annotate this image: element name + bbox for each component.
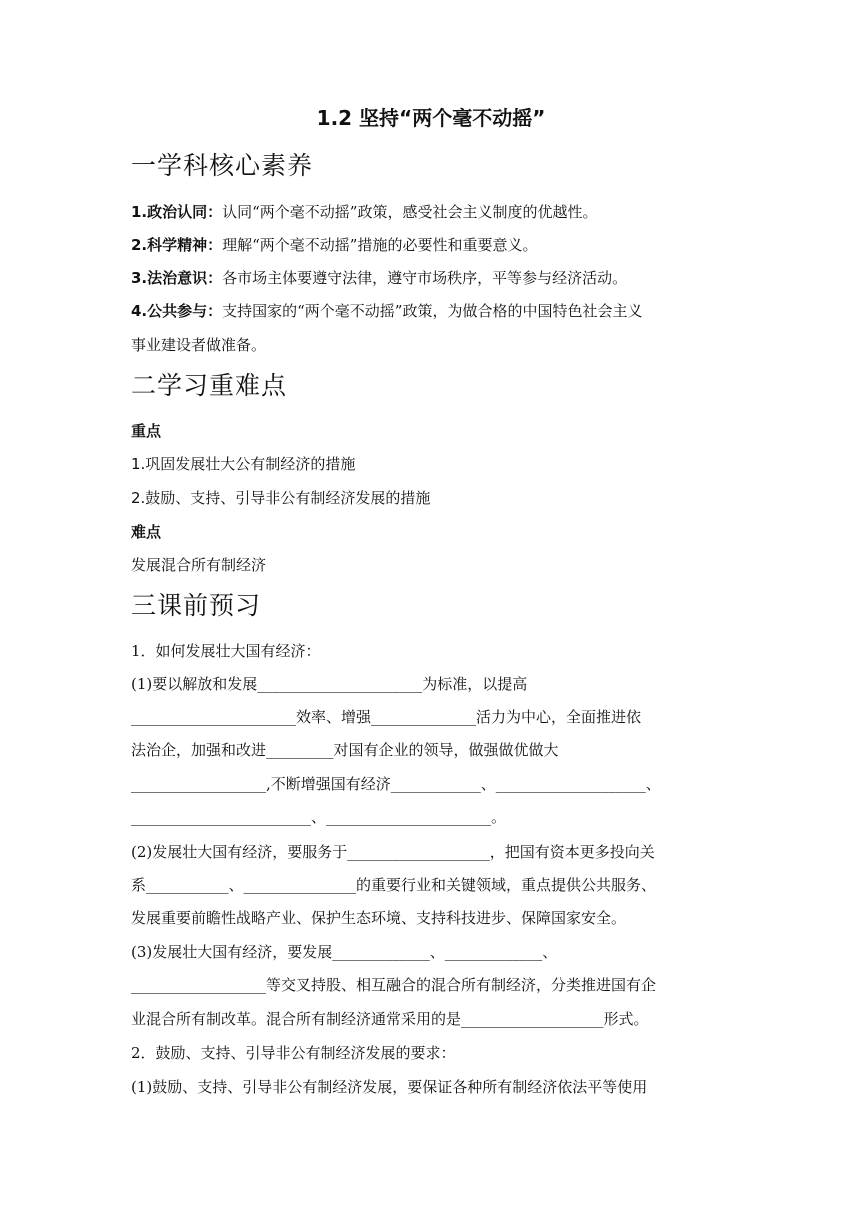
item-label: 1.政治认同： — [131, 203, 223, 221]
preview-line: ________________________、______________________。 — [131, 808, 507, 826]
preview-line: 2．鼓励、支持、引导非公有制经济发展的要求： — [131, 1044, 456, 1062]
page-title: 1.2 坚持“两个毫不动摇” — [316, 106, 546, 130]
section-heading-key-points: 二学习重难点 — [131, 371, 288, 400]
difficulty-label: 难点 — [131, 523, 162, 541]
literacy-item — [131, 267, 627, 289]
preview-line: (3)发展壮大国有经济，要发展_____________、_____________、 — [131, 943, 558, 961]
preview-line: 业混合所有制改革。混合所有制经济通常采用的是___________________形式。 — [131, 1010, 649, 1028]
section-heading-preview: 三课前预习 — [131, 591, 262, 620]
literacy-item — [131, 201, 597, 223]
item-label: 2.科学精神： — [131, 236, 223, 254]
item-text: 各市场主体要遵守法律，遵守市场秩序，平等参与经济活动。 — [222, 269, 628, 287]
difficulty-item: 发展混合所有制经济 — [131, 556, 267, 574]
preview-line: 1．如何发展壮大国有经济： — [131, 642, 321, 660]
preview-line: (1)鼓励、支持、引导非公有制经济发展，要保证各种所有制经济依法平等使用 — [131, 1078, 648, 1096]
key-point-item: 1.巩固发展壮大公有制经济的措施 — [131, 455, 356, 473]
section-heading-core-literacy: 一学科核心素养 — [131, 151, 314, 180]
preview-line: 发展重要前瞻性战略产业、保护生态环境、支持科技进步、保障国家安全。 — [131, 909, 627, 927]
item-label: 3.法治意识： — [131, 269, 223, 287]
literacy-item — [131, 300, 642, 322]
preview-line: __________________等交叉持股、相互融合的混合所有制经济，分类推进国有企 — [131, 976, 657, 994]
key-points-label: 重点 — [131, 422, 162, 440]
item-text: 支持国家的“两个毫不动摇”政策，为做合格的中国特色社会主义 — [222, 302, 643, 320]
item-text: 理解“两个毫不动摇”措施的必要性和重要意义。 — [222, 236, 538, 254]
preview-line: 系___________、_______________的重要行业和关键领域，重点提供公共服务、 — [131, 876, 657, 894]
preview-line: (2)发展壮大国有经济，要服务于___________________，把国有资本更多投向关 — [131, 843, 655, 861]
item-text: 认同“两个毫不动摇”政策，感受社会主义制度的优越性。 — [222, 203, 598, 221]
literacy-item — [131, 234, 537, 256]
preview-line: __________________,不断增强国有经济____________、____________________、 — [131, 775, 661, 793]
item-label: 4.公共参与： — [131, 302, 223, 320]
key-point-item: 2.鼓励、支持、引导非公有制经济发展的措施 — [131, 489, 431, 507]
preview-line: ______________________效率、增强______________活力为中心，全面推进依 — [131, 708, 642, 726]
preview-line: 法治企，加强和改进_________对国有企业的领导，做强做优做大 — [131, 741, 559, 759]
literacy-item-continued: 事业建设者做准备。 — [131, 336, 267, 354]
preview-line: (1)要以解放和发展______________________为标准，以提高 — [131, 675, 528, 693]
